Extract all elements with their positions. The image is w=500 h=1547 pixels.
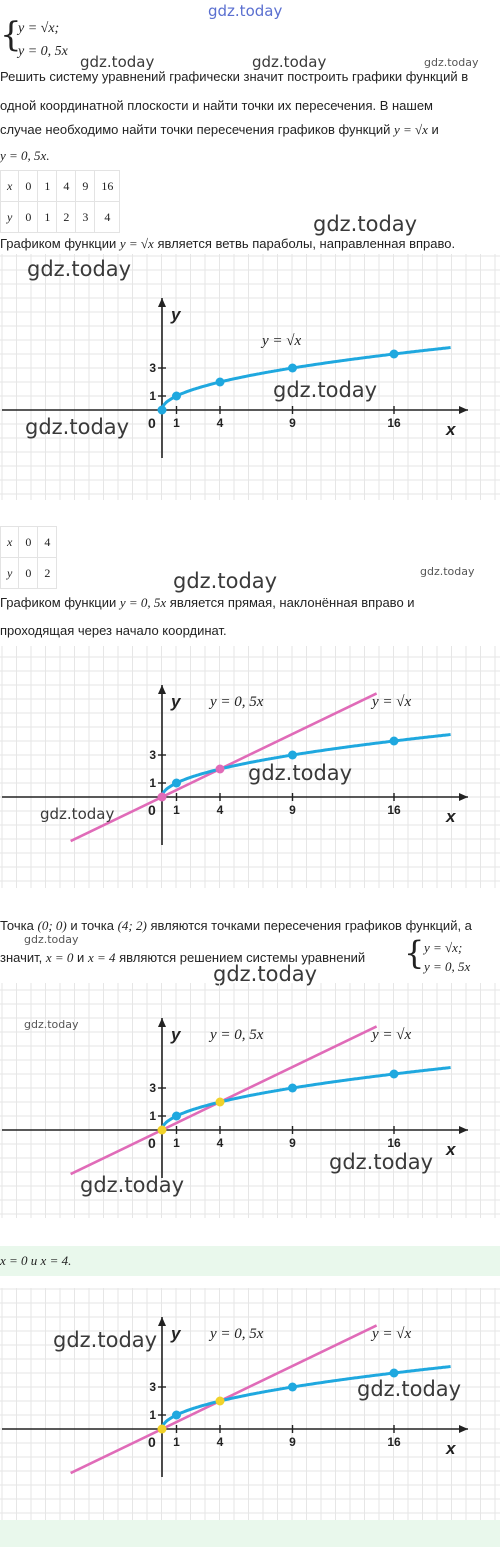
- y-axis-label: y: [171, 305, 181, 324]
- answer-box: [0, 1246, 500, 1276]
- origin-label: 0: [148, 802, 156, 818]
- table-cell: 0: [19, 171, 38, 202]
- origin-label: 0: [148, 1434, 156, 1450]
- table-cell: 16: [95, 171, 120, 202]
- desc3-text: являются точками пересечения графиков функций, а: [150, 918, 472, 933]
- x-axis-label: x: [446, 1140, 456, 1159]
- x-axis-label: x: [446, 807, 456, 826]
- data-point: [390, 1070, 399, 1079]
- x-tick-label: 9: [289, 416, 296, 430]
- intersection-point: [216, 765, 225, 774]
- table-cell: 1: [38, 171, 57, 202]
- x-tick-label: 9: [289, 1136, 296, 1150]
- watermark: gdz.today: [173, 569, 278, 593]
- system-eq2: y = 0, 5x: [18, 44, 68, 59]
- x-tick-label: 16: [387, 1136, 401, 1150]
- data-point: [158, 406, 167, 415]
- answer-text: x = 0 и x = 4.: [0, 1253, 72, 1268]
- watermark: gdz.today: [313, 212, 418, 236]
- desc3-eq2: y = 0, 5x: [424, 959, 471, 974]
- data-point: [288, 1383, 297, 1392]
- watermark: gdz.today: [27, 257, 132, 281]
- desc2-text-b: является прямая, наклонённая вправо и: [169, 595, 415, 610]
- watermark: gdz.today: [213, 962, 318, 986]
- values-table-sqrt: [0, 170, 120, 233]
- desc1-line: [0, 236, 455, 252]
- watermark: gdz.today: [40, 805, 115, 823]
- intro-line4: y = 0, 5x.: [0, 148, 50, 163]
- table-cell: 0: [19, 527, 38, 558]
- desc1-formula: y = √x: [119, 236, 154, 251]
- intro-line2: одной координатной плоскости и найти точки их пересечения. В нашем: [0, 98, 433, 113]
- y-axis-arrow: [158, 1317, 166, 1326]
- data-point: [288, 751, 297, 760]
- desc3-text: и: [77, 950, 85, 965]
- watermark: gdz.today: [80, 53, 155, 71]
- x-tick-label: 1: [173, 803, 180, 817]
- line-label: y = 0, 5x: [210, 694, 264, 710]
- system-brace-inline: {: [404, 934, 425, 972]
- data-point: [390, 350, 399, 359]
- table-cell: 0: [19, 558, 38, 589]
- answer-box-bottom: [0, 1520, 500, 1547]
- x-axis-arrow: [459, 1126, 468, 1134]
- data-point: [288, 1084, 297, 1093]
- x-tick-label: 16: [387, 803, 401, 817]
- data-point: [172, 392, 181, 401]
- graph-answer-svg: [0, 1288, 500, 1520]
- x-axis-label: x: [446, 1439, 456, 1458]
- watermark: gdz.today: [252, 53, 327, 71]
- desc1-text-b: является ветвь параболы, направленная вправо.: [157, 236, 456, 251]
- line-label: y = 0, 5x: [210, 1326, 264, 1342]
- desc2-line1: [0, 595, 415, 611]
- desc3-line1: [0, 918, 472, 934]
- table-cell: 1: [38, 202, 57, 233]
- desc2-text-a: Графиком функции: [0, 595, 117, 610]
- data-point: [216, 378, 225, 387]
- desc2-formula: y = 0, 5x: [119, 595, 167, 610]
- intro-line3-and: и: [431, 122, 439, 137]
- x-tick-label: 16: [387, 416, 401, 430]
- y-tick-label: 1: [149, 776, 156, 790]
- y-axis-arrow: [158, 298, 166, 307]
- data-point: [172, 1112, 181, 1121]
- data-point: [288, 364, 297, 373]
- intro-line3-formula: y = √x: [393, 122, 428, 137]
- x-tick-label: 1: [173, 1435, 180, 1449]
- y-axis-label: y: [171, 692, 181, 711]
- watermark: gdz.today: [80, 1173, 185, 1197]
- watermark: gdz.today: [424, 56, 479, 69]
- table-cell: 4: [57, 171, 76, 202]
- table-cell: 2: [38, 558, 57, 589]
- sqrt-label: y = √x: [372, 1027, 412, 1043]
- table-cell: 9: [76, 171, 95, 202]
- desc3-text: значит,: [0, 950, 43, 965]
- table-row: [1, 171, 120, 202]
- y-tick-label: 1: [149, 389, 156, 403]
- table-row: [1, 202, 120, 233]
- x-tick-label: 4: [216, 416, 224, 430]
- y-axis-arrow: [158, 1018, 166, 1027]
- table-row: [1, 527, 57, 558]
- intersection-point: [216, 1098, 225, 1107]
- watermark: gdz.today: [25, 415, 130, 439]
- watermark: gdz.today: [24, 1018, 79, 1031]
- x-tick-label: 9: [289, 1435, 296, 1449]
- desc3-eq1: y = √x;: [424, 940, 463, 955]
- watermark: gdz.today: [53, 1328, 158, 1352]
- system-brace: {: [0, 15, 22, 55]
- desc3-point1: (0; 0): [37, 918, 67, 933]
- values-table-line: [0, 526, 57, 589]
- table-cell: 4: [95, 202, 120, 233]
- sqrt-label: y = √x: [262, 333, 302, 349]
- table-cell: 2: [57, 202, 76, 233]
- data-point: [172, 779, 181, 788]
- x-tick-label: 1: [173, 1136, 180, 1150]
- intro-line1: Решить систему уравнений графически значит построить графики функций в: [0, 69, 469, 84]
- x-axis-arrow: [459, 793, 468, 801]
- table-cell: 0: [19, 202, 38, 233]
- intersection-point: [158, 793, 167, 802]
- table-cell: 3: [76, 202, 95, 233]
- origin-label: 0: [148, 415, 156, 431]
- origin-label: 0: [148, 1135, 156, 1151]
- x-tick-label: 4: [216, 1136, 224, 1150]
- y-axis-arrow: [158, 685, 166, 694]
- watermark: gdz.today: [24, 933, 79, 946]
- table-header-x: x: [1, 171, 19, 202]
- intro-line3-text: случае необходимо найти точки пересечения графиков функций: [0, 122, 391, 137]
- y-tick-label: 3: [149, 748, 156, 762]
- table-cell: 4: [38, 527, 57, 558]
- x-tick-label: 4: [216, 1435, 224, 1449]
- x-tick-label: 16: [387, 1435, 401, 1449]
- y-axis-label: y: [171, 1025, 181, 1044]
- data-point: [390, 737, 399, 746]
- desc3-text: Точка: [0, 918, 34, 933]
- line-label: y = 0, 5x: [210, 1027, 264, 1043]
- sqrt-label: y = √x: [372, 1326, 412, 1342]
- x-tick-label: 1: [173, 416, 180, 430]
- desc3-x2: x = 4: [87, 950, 116, 965]
- sqrt-label: y = √x: [372, 694, 412, 710]
- table-header-x: x: [1, 527, 19, 558]
- x-tick-label: 9: [289, 803, 296, 817]
- y-tick-label: 1: [149, 1408, 156, 1422]
- table-header-y: y: [1, 558, 19, 589]
- desc3-text: являются решением системы уравнений: [119, 950, 366, 965]
- watermark: gdz.today: [248, 761, 353, 785]
- x-axis-arrow: [459, 1425, 468, 1433]
- desc1-text-a: Графиком функции: [0, 236, 117, 251]
- desc3-text: и точка: [70, 918, 114, 933]
- data-point: [172, 1411, 181, 1420]
- y-tick-label: 3: [149, 1380, 156, 1394]
- x-tick-label: 4: [216, 803, 224, 817]
- intersection-point: [216, 1397, 225, 1406]
- intersection-point: [158, 1126, 167, 1135]
- y-axis-label: y: [171, 1324, 181, 1343]
- y-tick-label: 3: [149, 361, 156, 375]
- desc2-line2: проходящая через начало координат.: [0, 623, 227, 638]
- table-header-y: y: [1, 202, 19, 233]
- intersection-point: [158, 1425, 167, 1434]
- watermark-top: gdz.today: [208, 2, 283, 20]
- x-axis-label: x: [446, 420, 456, 439]
- desc3-point2: (4; 2): [117, 918, 147, 933]
- watermark: gdz.today: [273, 378, 378, 402]
- watermark: gdz.today: [357, 1377, 462, 1401]
- desc3-x1: x = 0: [45, 950, 74, 965]
- watermark: gdz.today: [329, 1150, 434, 1174]
- intro-line3: [0, 122, 439, 138]
- y-tick-label: 1: [149, 1109, 156, 1123]
- table-row: [1, 558, 57, 589]
- graph-answer: [0, 1288, 500, 1520]
- y-tick-label: 3: [149, 1081, 156, 1095]
- system-eq1: y = √x;: [18, 21, 60, 36]
- graph-sqrt: [0, 254, 500, 500]
- x-axis-arrow: [459, 406, 468, 414]
- watermark: gdz.today: [420, 565, 475, 578]
- graph-sqrt-svg: [0, 254, 500, 500]
